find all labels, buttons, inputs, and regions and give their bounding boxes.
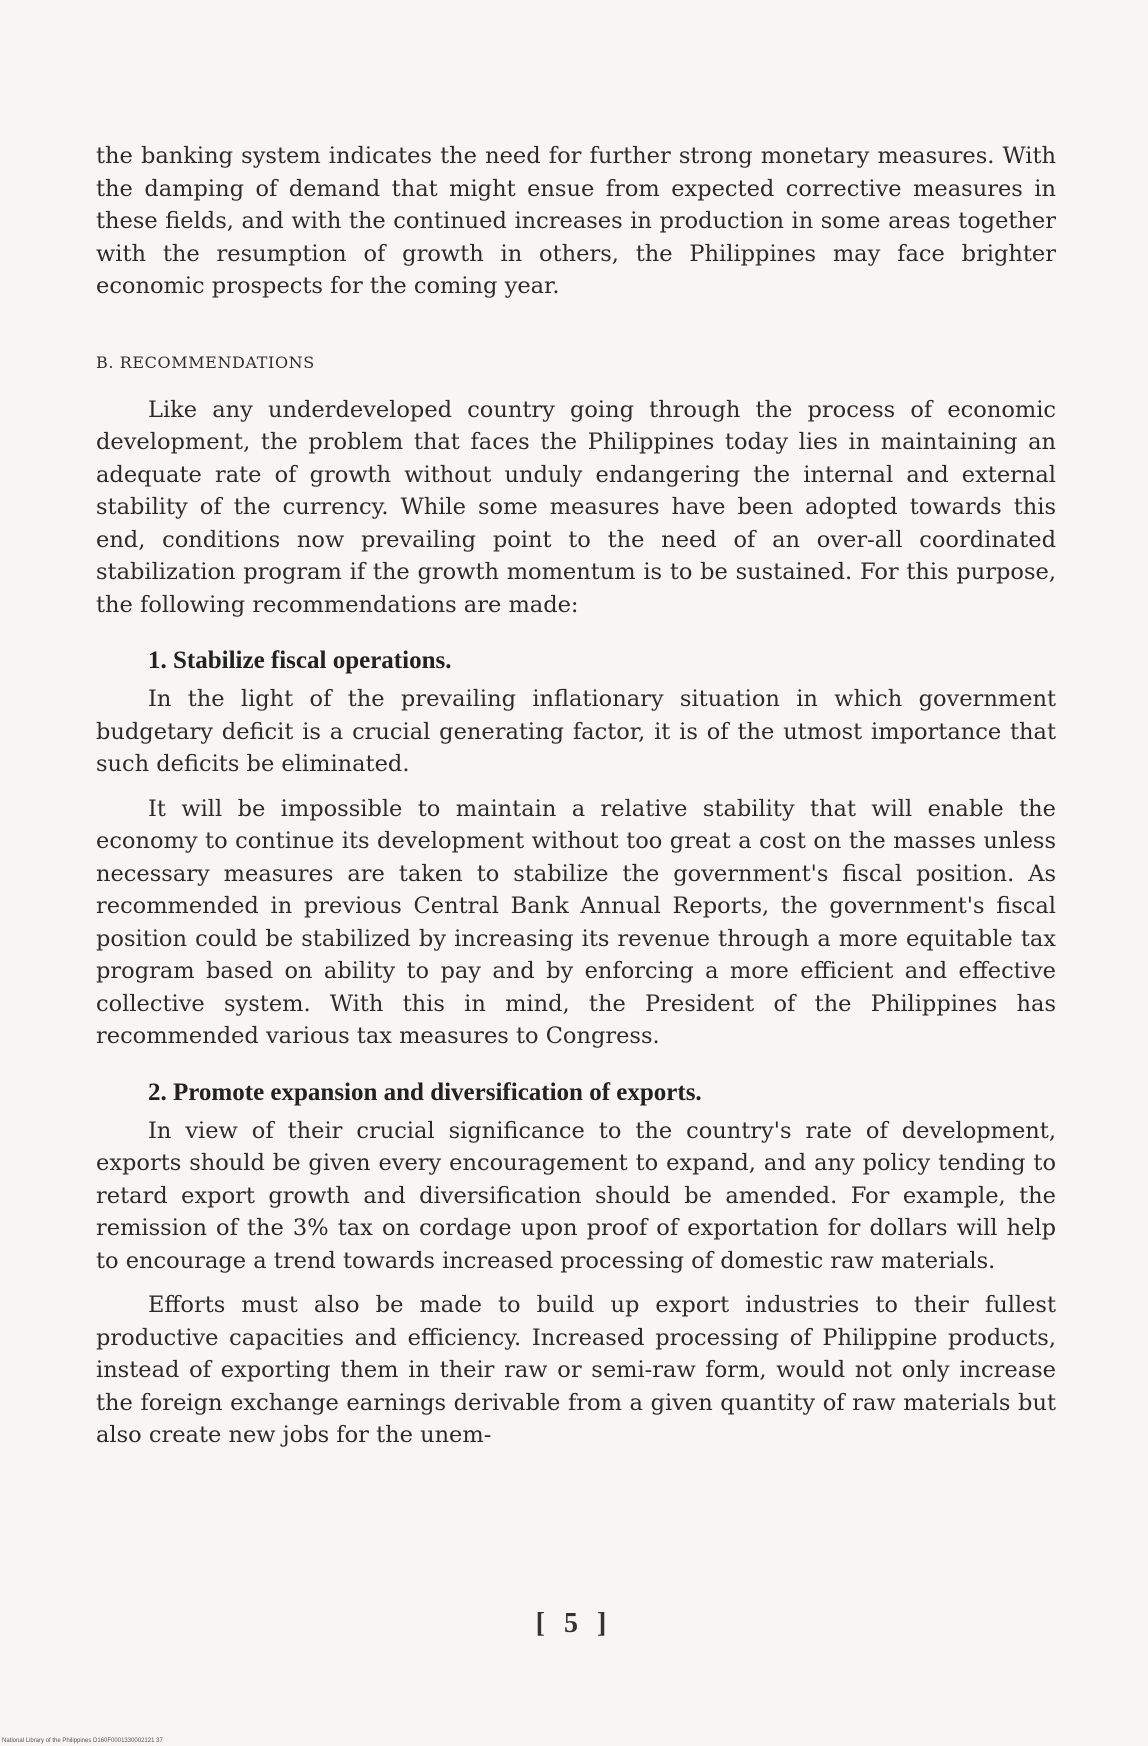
section-heading-recommendations: B. RECOMMENDATIONS xyxy=(96,352,315,372)
recommendation-2-paragraph-2: Efforts must also be made to build up export industries to their fullest productive capacities and efficiency. Increased processing of Philippine products, instead of exporting them in their raw or semi-raw form, would not only increase the foreign exchange earnings derivable from a given quantity of raw materials but also create new jobs for the unem- xyxy=(96,1292,1056,1448)
page-number: [ 5 ] xyxy=(535,1608,613,1639)
archive-footer-note: National Library of the Philippines D160F0001330002121 37 xyxy=(2,1738,163,1744)
recommendation-1-paragraph-2: It will be impossible to maintain a relative stability that will enable the economy to continue its development without too great a cost on the masses unless necessary measures are taken to stabilize the government's fiscal position. As recommended in previous Central Bank Annual Reports, the government's fiscal position could be stabilized by increasing its revenue through a more equitable tax program based on ability to pay and by enforcing a more efficient and effective collective system. With this in mind, the President of the Philippines has recommended various tax measures to Congress. xyxy=(96,795,1056,1049)
recommendation-2-heading: 2. Promote expansion and diversification of exports. xyxy=(148,1078,702,1106)
recommendation-1-heading: 1. Stabilize fiscal operations. xyxy=(148,647,452,674)
recommendations-intro-paragraph: Like any underdeveloped country going through the process of economic development, the problem that faces the Philippines today lies in maintaining an adequate rate of growth without unduly endangering the internal and external stability of the currency. While some measures have been adopted towards this end, conditions now prevailing point to the need of an over-all coordinated stabilization program if the growth momentum is to be sustained. For this purpose, the following recommendations are made: xyxy=(96,396,1056,618)
intro-paragraph: the banking system indicates the need for further strong monetary measures. With the damping of demand that might ensue from expected corrective measures in these fields, and with the continued increases in production in some areas together with the resumption of growth in others, the Philippines may face brighter economic prospects for the coming year. xyxy=(96,143,1056,299)
recommendation-2-paragraph-1: In view of their crucial significance to the country's rate of development, exports should be given every encouragement to expand, and any policy tending to retard export growth and diversification should be amended. For example, the remission of the 3% tax on cordage upon proof of exportation for dollars will help to encourage a trend towards increased processing of domestic raw materials. xyxy=(96,1117,1056,1274)
document-page xyxy=(96,140,1056,1452)
recommendation-1-paragraph-1: In the light of the prevailing inflationary situation in which government budgetary deficit is a crucial generating factor, it is of the utmost importance that such deficits be eliminated. xyxy=(96,686,1056,777)
